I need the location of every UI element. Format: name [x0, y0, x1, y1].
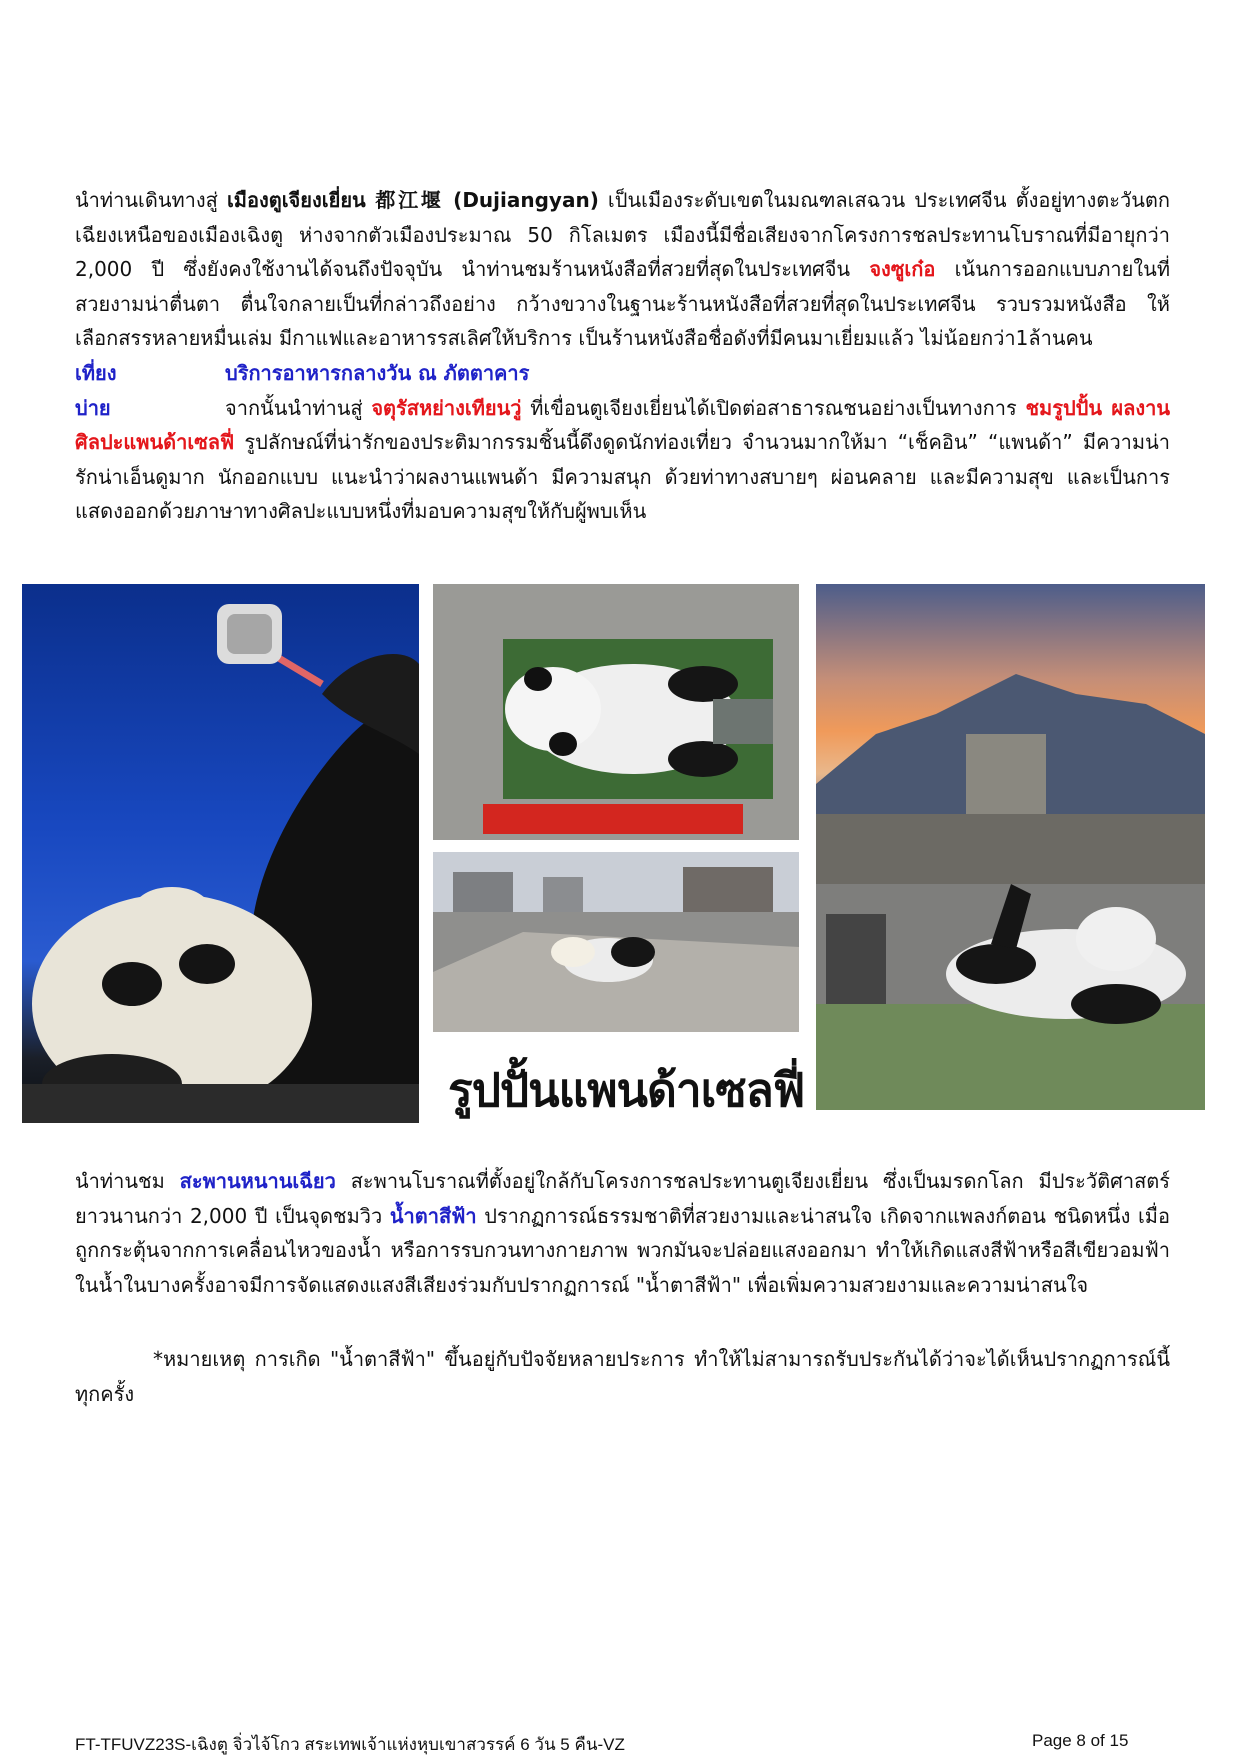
afternoon-row: [75, 391, 1170, 529]
city-name: เมืองตูเจียงเยี่ยน 都江堰 (Dujiangyan): [226, 188, 599, 212]
bookstore-name: จงซูเก๋อ: [869, 257, 936, 282]
note-section: [75, 1342, 1170, 1411]
intro-text-3: เน้นการออกแบบภายในที่สวยงามน่าตื่นตา ตื่นใจกลายเป็นที่กล่าวถึงอย่าง กว้างขวางในฐานะร้านหนังสือที่สวยที่สุดในประเทศจีน รวบรวมหนังสือ ให้เลือกสรรหลายหมื่นเล่ม มีกาแฟและอาหารรสเลิศให้บริการ เป็นร้านหนังสือชื่อดังที่มีคนมาเยี่ยมแล้ว ไม่น้อยกว่า1ล้านคน: [75, 257, 1170, 351]
blue-tears-name: น้ำตาสีฟ้า: [389, 1203, 477, 1228]
note-text: *หมายเหตุ การเกิด "น้ำตาสีฟ้า" ขึ้นอยู่กับปัจจัยหลายประการ ทำให้ไม่สามารถรับประกันได้ว่าจะได้เห็นปรากฏการณ์นี้ทุกครั้ง: [75, 1347, 1170, 1406]
bridge-text-2: สะพานโบราณที่ตั้งอยู่ใกล้กับโครงการชลประทานตูเจียงเยี่ยน ซึ่งเป็นมรดกโลก มีประวัติศาสตร์ ยาวนานกว่า 2,000 ปี เป็นจุดชมวิว: [75, 1169, 1170, 1228]
panda-aerial-photo: [433, 584, 799, 840]
bridge-text-3: ปรากฏการณ์ธรรมชาติที่สวยงามและน่าสนใจ เกิดจากแพลงก์ตอน ชนิดหนึ่ง เมื่อถูกกระตุ้นจากการเคลื่อนไหวของน้ำ หรือการรบกวนทางกายภาพ พวกมันจะปล่อยแสงออกมา ทำให้เกิดแสงสีฟ้าหรือสีเขียวอมฟ้าในน้ำในบางครั้งอาจมีการจัดแสดงแสงสีเสียงร่วมกับปรากฏการณ์ "น้ำตาสีฟ้า" เพื่อเพิ่มความสวยงามและความน่าสนใจ: [75, 1203, 1170, 1297]
footer-page-number: Page 8 of 15: [1032, 1731, 1129, 1750]
bridge-section: [75, 1164, 1170, 1302]
intro-text-2: เป็นเมืองระดับเขตในมณฑลเสฉวน ประเทศจีน ตั้งอยู่ทางตะวันตกเฉียงเหนือของเมืองเฉิงตู ห่างจากตัวเมืองประมาณ 50 กิโลเมตร เมืองนี้มีชื่อเสียงจากโครงการชลประทานโบราณที่มีอายุกว่า 2,000 ปี ซึ่งยังคงใช้งานได้จนถึงปัจจุบัน นำท่านชมร้านหนังสือที่สวยที่สุดในประเทศจีน: [75, 188, 1170, 282]
lunch-label: เที่ยง: [75, 360, 117, 385]
afternoon-text-1: จากนั้นนำท่านสู่: [225, 395, 372, 420]
bridge-text-1: นำท่านชม: [75, 1169, 180, 1193]
afternoon-label: บ่าย: [75, 395, 111, 420]
lunch-text: บริการอาหารกลางวัน ณ ภัตตาคาร: [225, 360, 530, 385]
photo-caption: รูปปั้นแพนด้าเซลฟี่: [448, 1063, 805, 1117]
afternoon-text-2: ที่เขื่อนตูเจียงเยี่ยนได้เปิดต่อสาธารณชนอย่างเป็นทางการ: [521, 395, 1026, 420]
panda-sculpture-name: ชมรูปปั้น ผลงานศิลปะแพนด้าเซลฟี่: [75, 395, 1170, 455]
intro-section: [75, 183, 1170, 529]
afternoon-text-3: รูปลักษณ์ที่น่ารักของประติมากรรมชิ้นนี้ดึงดูดนักท่องเที่ยว จำนวนมากให้มา “เช็คอิน” “แพนด้า” มีความน่ารักน่าเอ็นดูมาก นักออกแบบ แนะนำว่าผลงานแพนด้า มีความสนุก ด้วยท่าทางสบายๆ ผ่อนคลาย และมีความสุข และเป็นการแสดงออกด้วยภาษาทางศิลปะแบบหนึ่งที่มอบความสุขให้กับผู้พบเห็น: [75, 430, 1170, 524]
intro-paragraph: [75, 183, 1170, 356]
footer-program-code: FT-TFUVZ23S-เฉิงตู จิ่วไจ้โกว สระเทพเจ้าแห่งหุบเขาสวรรค์ 6 วัน 5 คืน-VZ: [75, 1735, 625, 1754]
lunch-row: [75, 356, 1170, 391]
bridge-name: สะพานหนานเฉียว: [179, 1169, 336, 1193]
panda-night-photo: [22, 584, 419, 1123]
intro-text-1: นำท่านเดินทางสู่: [75, 188, 227, 212]
panda-sunset-photo: [816, 584, 1205, 1110]
square-name: จตุรัสหย่างเทียนวู่: [371, 395, 522, 420]
